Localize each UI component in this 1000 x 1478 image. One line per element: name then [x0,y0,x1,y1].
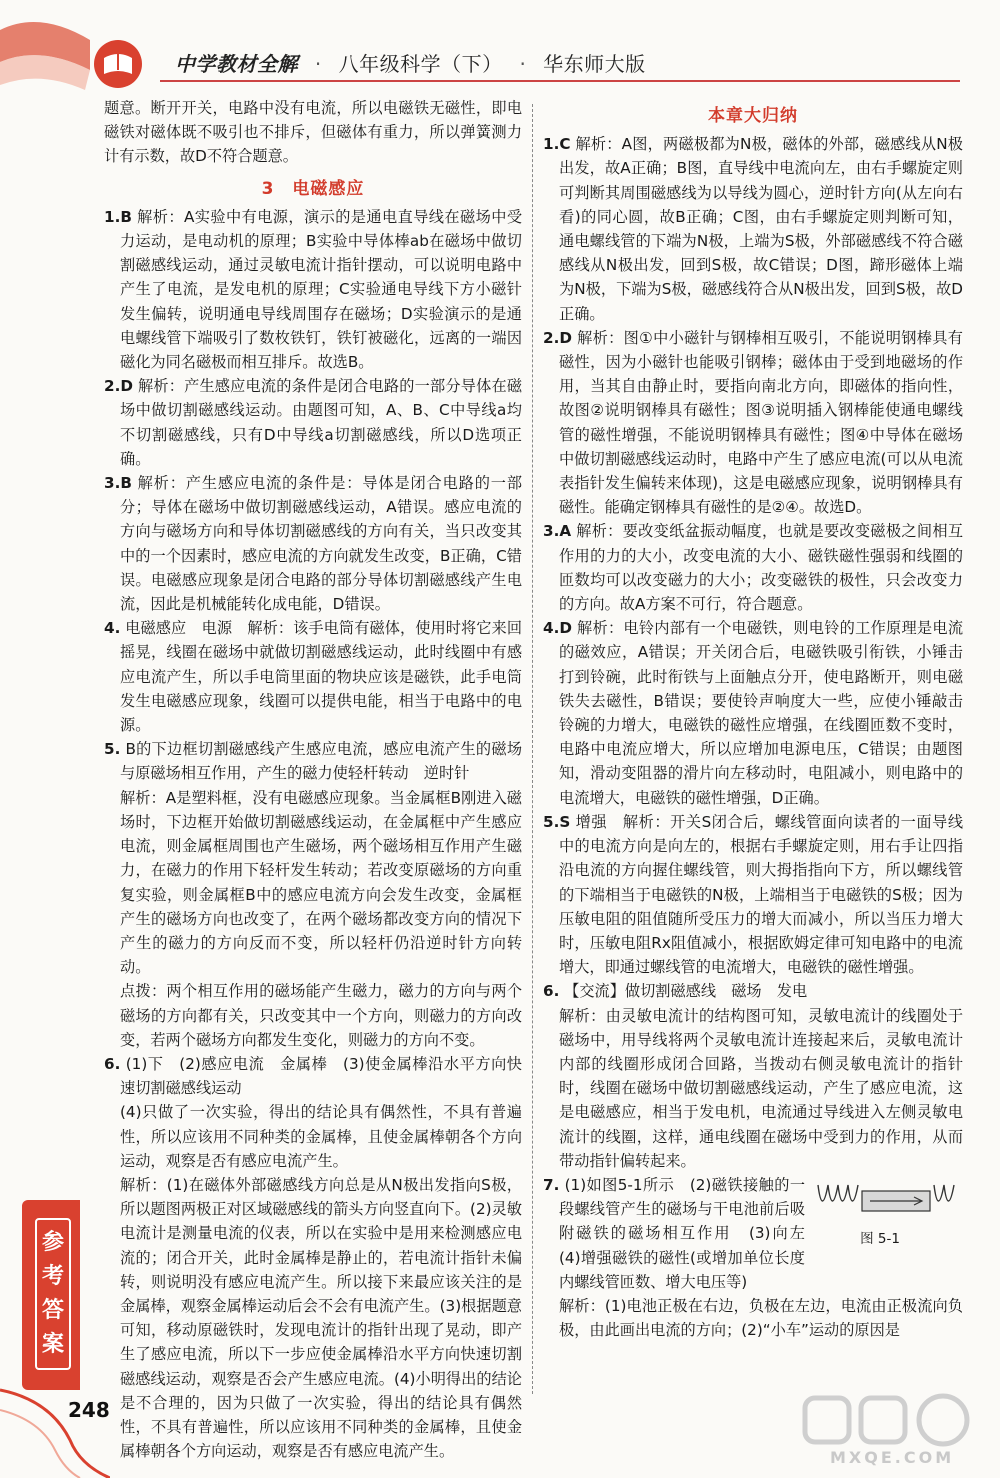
edition: 华东师大版 [543,52,646,76]
figure-caption: 图 5-1 [860,1230,900,1247]
right-column [543,96,963,1342]
header-title: 中学教材全解 · 八年级科学（下） · 华东师大版 [175,52,646,76]
item-text: 【交流】做切割磁感线 磁场 发电 [564,982,808,1001]
section-title-chapter-summary: 本章大归纳 [708,106,798,126]
item6-analysis: 解析：(1)在磁体外部磁感线方向总是从N极出发指向S极，所以题图两极正对区域磁感线的箭头方向竖直向下。(2)灵敏电流计是测量电流的仪表，所以在实验中是用来检测感应电流的；闭合开关，此时金属棒是静止的，若电流计指针未偏转，则说明没有感应电流产生。所以接下来最应该关注的是金属棒，观察金属棒运动后会不会有电流产生。(3)根据题意可知，移动原磁铁时，发现电流计的指针出现了晃动，即产生了感应电流，所以下一步应使金属棒沿水平方向快速切割磁感线运动，观察是否会产生感应电流。(4)小明得出的结论是不合理的，因为只做了一次实验，得出的结论具有偶然性，不具有普遍性，所以应该用不同种类的金属棒，且使金属棒朝各个方向运动，观察是否有感应电流产生。 [120,1175,522,1461]
answer-item [104,374,522,471]
ribbon-decoration-icon [0,0,170,95]
answer-item [104,616,522,737]
answer-item [104,737,522,785]
coil-battery-diagram-icon [814,1177,962,1223]
item-number: 5.S [543,812,571,831]
series-title: 中学教材全解 [175,52,298,76]
item-number: 7. [543,1175,560,1194]
item-number: 1.B [104,207,132,226]
figure-5-1 [813,1177,963,1251]
item-text: (1)下 (2)感应电流 金属棒 (3)使金属棒沿水平方向快速切割磁感线运动 [120,1054,522,1098]
header-rule [160,80,960,82]
item-text: 解析：产生感应电流的条件是：导体是闭合电路的一部分；导体在磁场中做切割磁感线运动，A错误。感应电流的方向与磁场方向和导体切割磁感线的方向有关，当只改变其中的一个因素时，感应电流的方向就发生改变，B正确，C错误。电磁感应现象是闭合电路的部分导体切割磁感线产生电流，因此是机械能转化成电能，D错误。 [120,474,523,614]
item-number: 3.A [543,522,572,541]
watermark-text: MXQE.COM [830,1448,955,1467]
item-text: 增强 解析：开关S闭合后，螺线管面向读者的一面导线中的电流方向是向左的，根据右手螺旋定则，用右手让四指沿电流的方向握住螺线管，则大拇指指向下方，所以螺线管的下端相当于电磁铁的N极，上端相当于电磁铁的S极；因为压敏电阻的阻值随所受压力的增大而减小，所以当压力增大时，压敏电阻Rx阻值减小，根据欧姆定律可知电路中的电流增大，即通过螺线管的电流增大，电磁铁的磁性增强。 [559,812,964,977]
item5-analysis: 解析：A是塑料框，没有电磁感应现象。当金属框B刚进入磁场时，下边框开始做切割磁感线运动，在金属框中产生感应电流，则金属框周围也产生磁场，两个磁场相互作用产生磁力，在磁力的作用下轻杆发生转动；若改变原磁场的方向重复实验，则金属框B中的感应电流方向会发生改变，金属框产生的磁场方向也改变了，在两个磁场都改变方向的情况下产生的磁力的方向反而不变，所以轻杆仍沿逆时针方向转动。 [120,788,522,977]
item-text: 解析：电铃内部有一个电磁铁，则电铃的工作原理是电流的磁效应，A错误；开关闭合后，电磁铁吸引衔铁，小锤击打到铃碗，此时衔铁与上面触点分开，使电路断开，则电磁铁失去磁性，B错误；要使铃声响度大一些，应使小锤敲击铃碗的力增大，电磁铁的磁性应增强，在线圈匝数不变时，电路中电流应增大，所以应增加电源电压，C错误；由题图知，滑动变阻器的滑片向左移动时，电阻减小，则电路中的电流增大，电磁铁的磁性增强，D正确。 [559,619,964,807]
answer-item [104,1052,522,1100]
answer-item [543,810,963,979]
page-corner-curve-icon [0,1380,110,1478]
item-text: 解析：图①中小磁针与钢棒相互吸引，不能说明钢棒具有磁性，因为小磁针也能吸引钢棒；磁体由于受到地磁场的作用，当其自由静止时，要指向南北方向，即磁体的指向性，故图②说明钢棒具有磁性；图③说明插入钢棒能使通电螺线管的磁性增强，不能说明钢棒具有磁性；图④中导体在磁场中做切割磁感线运动时，电路中产生了感应电流(可以从电流表指针发生偏转来体现)，这是电磁感应现象，说明钢棒具有磁性。能确定钢棒具有磁性的是②④。故选D。 [559,328,963,517]
carryover-paragraph: 题意。断开开关，电路中没有电流，所以电磁铁无磁性，即电磁铁对磁体既不吸引也不排斥，但磁体有重力，所以弹簧测力计有示数，故D不符合题意。 [104,99,522,166]
item-number: 1.C [543,135,571,154]
page-number: 248 [68,1398,110,1422]
item-number: 4. [104,619,121,638]
item7-analysis: 解析：(1)电池正极在右边，负极在左边，电流由正极流向负极，由此画出电流的方向；(2)“小车”运动的原因是 [559,1296,963,1340]
item-number: 3.B [104,474,132,493]
item-number: 4.D [543,619,572,638]
item-text: (1)如图5-1所示 (2)磁铁接触的一段螺线管产生的磁场与干电池前后吸附磁铁的磁场相互作用 (3)向左 (4)增强磁铁的磁性(或增加单位长度内螺线管匝数、增大电压等) [559,1175,821,1291]
book-emblem-icon [92,38,144,90]
item6-analysis: 解析：由灵敏电流计的结构图可知，灵敏电流计的线圈处于磁场中，用导线将两个灵敏电流计连接起来后，灵敏电流计内部的线圈形成闭合回路，当拨动右侧灵敏电流计的指针时，线圈在磁场中做切割磁感线运动，产生了感应电流，这是电磁感应，相当于发电机，电流通过导线进入左侧灵敏电流计的线圈，这样，通电线圈在磁场中受到力的作用，从而带动指针偏转起来。 [559,1006,963,1170]
item-text: 解析：要改变纸盆振动幅度，也就是要改变磁极之间相互作用的力的大小，改变电流的大小、磁铁磁性强弱和线圈的匝数均可以改变磁力的大小；改变磁铁的极性，只会改变力的方向。故A方案不可行，符合题意。 [559,522,964,614]
item-text: 电磁感应 电源 解析：该手电筒有磁体，使用时将它来回摇晃，线圈在磁场中就做切割磁感线运动，此时线圈中有感应电流产生，所以手电筒里面的物块应该是磁铁，此手电筒发生电磁感应现象，线圈可以提供电能，相当于电路中的电源。 [120,619,523,735]
item-number: 5. [104,740,121,759]
column-divider [532,104,533,1394]
left-column [104,96,522,1463]
item-text: B的下边框切割磁感线产生感应电流，感应电流产生的磁场与原磁场相互作用，产生的磁力使轻杆转动 逆时针 [120,740,523,783]
item-text: 解析：A图，两磁极都为N极，磁体的外部，磁感线从N极出发，故A正确；B图，直导线中电流向左，由右手螺旋定则可判断其周围磁感线为以导线为圆心，逆时针方向(从左向右看)的同心圆，故B正确；C图，由右手螺旋定则判断可知，通电螺线管的下端为N极，上端为S极，外部磁感线不符合磁感线从N极出发，回到S极，故C错误；D图，蹄形磁体上端为N极，下端为S极，磁感线符合从N极出发，回到S极，故D正确。 [559,135,963,323]
item-text: 解析：A实验中有电源，演示的是通电直导线在磁场中受力运动，是电动机的原理；B实验中导体棒ab在磁场中做切割磁感线运动，通过灵敏电流计指针摆动，可以说明电路中产生了电流，是发电机的原理；C实验通电导线下方小磁针发生偏转，说明通电导线周围存在磁场；D实验演示的是通电螺线管下端吸引了数枚铁钉，铁钉被磁化，远离的一端因磁化为同名磁极而相互排斥。故选B。 [120,207,523,372]
item-number: 2.D [104,377,133,396]
answer-item [104,471,522,616]
answer-item [543,326,963,520]
answer-item [104,205,522,374]
item-text: 解析：产生感应电流的条件是闭合电路的一部分导体在磁场中做切割磁感线运动。由题图可知，A、B、C中导线a均不切割磁感线，只有D中导线a切割磁感线，所以D选项正确。 [120,377,523,468]
item-number: 6. [543,982,560,1001]
item6-part4: (4)只做了一次实验，得出的结论具有偶然性，不具有普遍性，所以应该用不同种类的金属棒，且使金属棒朝各个方向运动，观察是否有感应电流产生。 [120,1103,522,1170]
section-title-electromagnetic-induction: 3 电磁感应 [261,178,365,199]
answer-item [543,132,963,326]
answer-item [543,979,963,1003]
item-number: 2.D [543,328,572,347]
item5-tip: 点拨：两个相互作用的磁场能产生磁力，磁力的方向与两个磁场的方向都有关，只改变其中一个方向，则磁力的方向改变，若两个磁场方向都发生变化，则磁力的方向不变。 [120,982,522,1049]
item-number: 6. [104,1054,121,1073]
answer-item [543,616,963,810]
side-tab-answers: 参考答案 [35,1218,71,1370]
answer-item [543,519,963,616]
grade-subject: 八年级科学（下） [338,52,503,76]
page-header [0,0,1000,95]
answer-item-7 [543,1173,963,1294]
